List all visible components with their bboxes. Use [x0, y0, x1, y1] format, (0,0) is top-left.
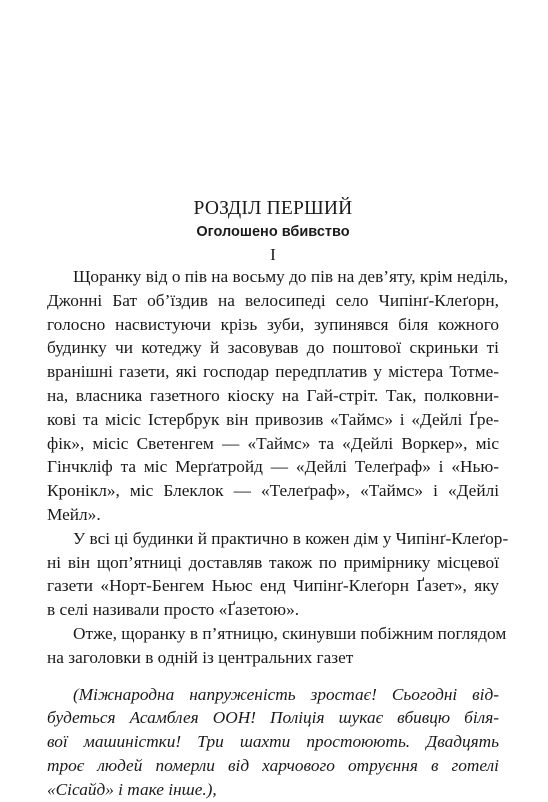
- section-number: I: [270, 245, 276, 264]
- headline-quote: [47, 683, 499, 802]
- text-line: в селі називали просто «Ґазетою».: [47, 600, 300, 620]
- text-line: вранішні газети, які господар передплатив у містера Тотме-: [47, 362, 499, 382]
- text-line: ні він щоп’ятниці доставляв також по примірнику місцевої: [47, 552, 499, 572]
- text-line: (Міжнародна напруженість зростає! Сьогодні від-: [73, 684, 499, 704]
- text-line: фік», місіс Светенгем — «Таймс» та «Дейлі Воркер», міс: [47, 433, 499, 453]
- paragraph-3: [47, 622, 507, 670]
- text-line: газети «Норт-Бенгем Ньюс енд Чипінґ-Клеґорн Ґазет», яку: [47, 576, 499, 596]
- text-line: голосно насвистуючи крізь зуби, зупинявся біля кожного: [47, 314, 499, 334]
- paragraph-gap: [47, 670, 499, 683]
- text-line: Кронікл», міс Блеклок — «Телеґраф», «Таймс» і «Дейлі: [47, 481, 499, 501]
- text-line: Джонні Бат об’їздив на велосипеді село Чипінґ-Клеґорн,: [47, 290, 499, 310]
- text-line: Отже, щоранку в п’ятницю, скинувши побіжним поглядом: [73, 623, 507, 643]
- body-text: [47, 265, 509, 802]
- book-page: [47, 0, 509, 800]
- paragraph-2: [47, 527, 509, 622]
- text-line: будинку чи котеджу й засовував до поштової скриньки ті: [47, 338, 499, 358]
- text-line: будеться Асамблея ООН! Поліція шукає вбивцю бiля-: [47, 708, 499, 728]
- text-line: Мейл».: [47, 504, 101, 524]
- text-line: на, власника газетного кіоску на Гай-стріт. Так, полковни-: [47, 385, 499, 405]
- text-line: на заголовки в одній із центральних газет: [47, 647, 354, 667]
- text-line: «Сісайд» і таке інше.),: [47, 779, 217, 799]
- text-line: Гінчкліф та міс Мерґатройд — «Дейлі Телеґраф» і «Нью-: [47, 457, 499, 477]
- text-line: У всі ці будинки й практично в кожен дім у Чипінґ-Клеґор-: [73, 528, 509, 548]
- chapter-title: РОЗДІЛ ПЕРШИЙ: [193, 198, 353, 219]
- text-line: кові та місіс Істербрук він привозив «Таймс» і «Дейлі Ґре-: [47, 409, 499, 429]
- text-line: Щоранку від о пів на восьму до пів на дев’яту, крім неділь,: [73, 267, 509, 286]
- text-line: троє людей померли від харчового отруєння в готелі: [47, 755, 499, 775]
- paragraph-1: [47, 265, 509, 527]
- text-line: вої машиністки! Три шахти простоюють. Двадцять: [47, 732, 499, 752]
- chapter-subtitle: Оголошено вбивство: [196, 224, 350, 240]
